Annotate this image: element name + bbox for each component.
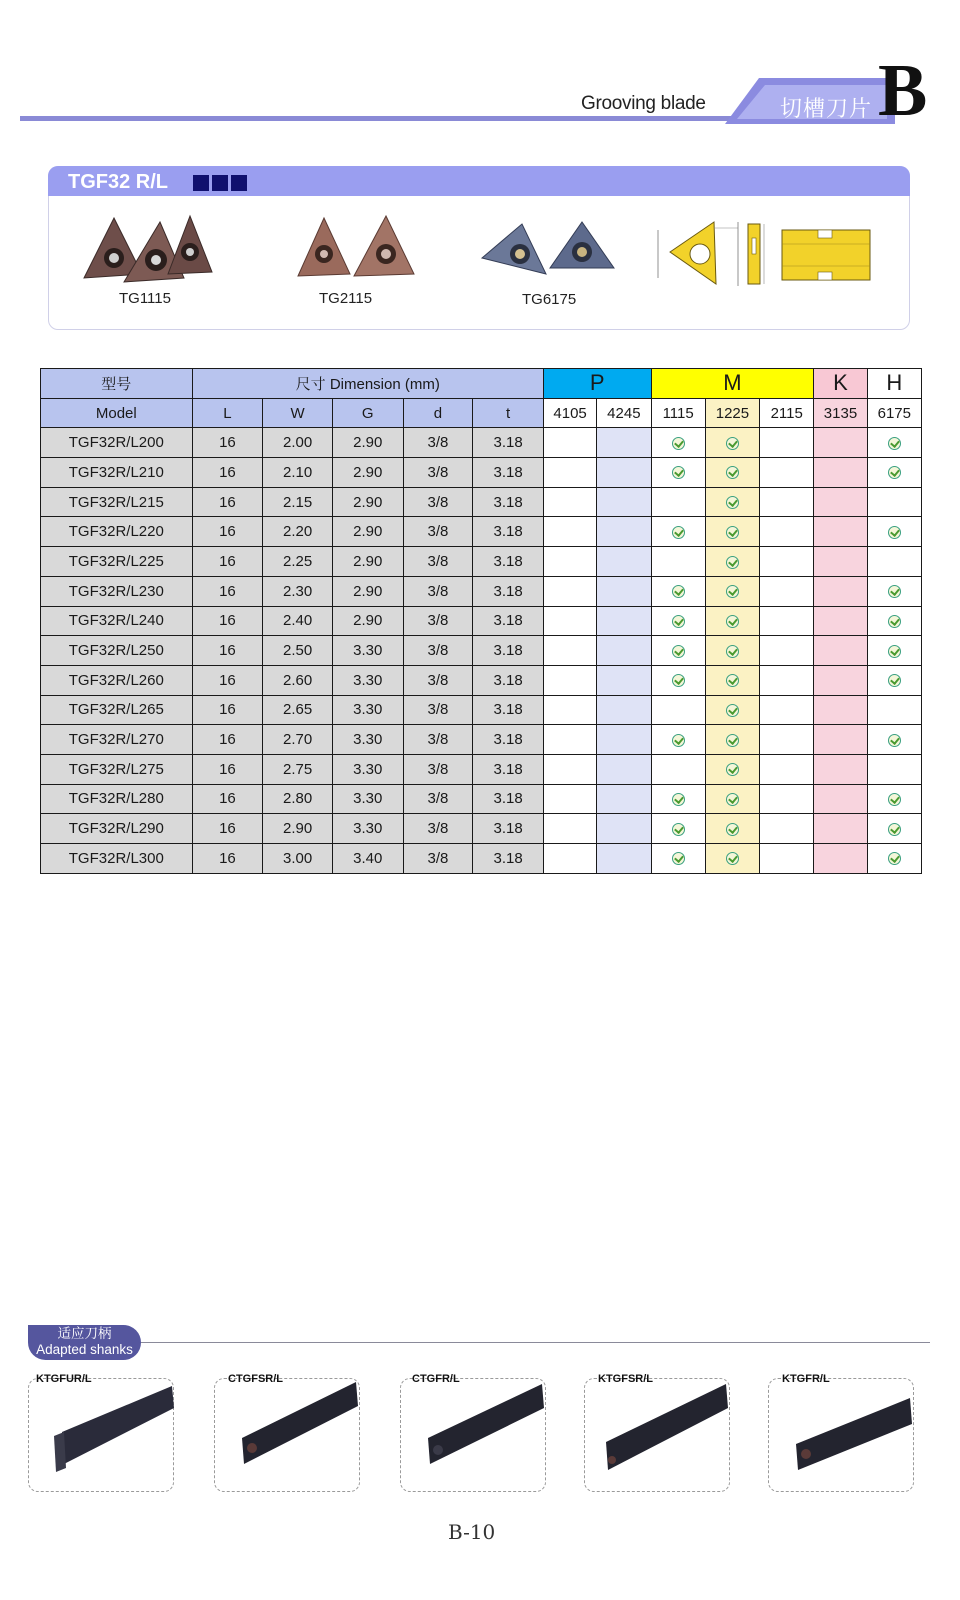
dimension-cell-t: 3.18 bbox=[473, 665, 544, 695]
grade-cell-1115 bbox=[651, 636, 705, 666]
table-row bbox=[41, 606, 922, 636]
section-letter: B bbox=[878, 50, 928, 132]
shank-ctgfsr-image bbox=[232, 1378, 362, 1478]
grade-cell-4105 bbox=[543, 814, 596, 844]
spec-table bbox=[40, 368, 922, 874]
dimension-cell-l: 16 bbox=[192, 576, 263, 606]
grade-cell-1115 bbox=[651, 725, 705, 755]
grade-cell-2115 bbox=[760, 517, 814, 547]
grade-cell-2115 bbox=[760, 695, 814, 725]
spec-table-body bbox=[41, 428, 922, 873]
model-cell: TGF32R/L240 bbox=[41, 606, 193, 636]
grade-cell-6175 bbox=[867, 725, 921, 755]
grade-cell-6175 bbox=[867, 458, 921, 488]
check-icon bbox=[672, 674, 685, 687]
dimension-cell-t: 3.18 bbox=[473, 428, 544, 458]
grade-cell-2115 bbox=[760, 487, 814, 517]
grade-cell-6175 bbox=[867, 844, 921, 874]
insert-tg6175-image bbox=[478, 218, 618, 280]
check-icon bbox=[672, 645, 685, 658]
grade-cell-4105 bbox=[543, 428, 596, 458]
insert-technical-drawing bbox=[652, 208, 874, 294]
shank-label: KTGFSR/L bbox=[598, 1373, 653, 1385]
model-cell: TGF32R/L250 bbox=[41, 636, 193, 666]
dimension-cell-l: 16 bbox=[192, 636, 263, 666]
dimension-cell-w: 2.60 bbox=[263, 665, 333, 695]
table-row bbox=[41, 754, 922, 784]
grade-cell-4105 bbox=[543, 458, 596, 488]
check-icon bbox=[888, 793, 901, 806]
column-header: Model bbox=[41, 398, 193, 428]
check-icon bbox=[726, 645, 739, 658]
model-cell: TGF32R/L200 bbox=[41, 428, 193, 458]
dimension-cell-w: 2.50 bbox=[263, 636, 333, 666]
dimension-cell-d: 3/8 bbox=[403, 695, 473, 725]
grade-cell-1225 bbox=[705, 695, 759, 725]
grade-cell-1225 bbox=[705, 754, 759, 784]
column-header: d bbox=[403, 398, 473, 428]
check-icon bbox=[726, 556, 739, 569]
grade-cell-1225 bbox=[705, 814, 759, 844]
dimension-cell-g: 3.30 bbox=[332, 725, 403, 755]
check-icon bbox=[726, 466, 739, 479]
grade-cell-1225 bbox=[705, 487, 759, 517]
dimension-cell-d: 3/8 bbox=[403, 636, 473, 666]
model-cell: TGF32R/L215 bbox=[41, 487, 193, 517]
dimension-cell-g: 3.30 bbox=[332, 814, 403, 844]
grade-cell-1115 bbox=[651, 458, 705, 488]
dimension-cell-d: 3/8 bbox=[403, 428, 473, 458]
grade-cell-3135 bbox=[814, 487, 867, 517]
dimension-cell-d: 3/8 bbox=[403, 458, 473, 488]
dimension-cell-g: 2.90 bbox=[332, 576, 403, 606]
grade-cell-6175 bbox=[867, 754, 921, 784]
grade-cell-4245 bbox=[597, 458, 651, 488]
dimension-cell-t: 3.18 bbox=[473, 725, 544, 755]
dimension-cell-l: 16 bbox=[192, 814, 263, 844]
grade-cell-4105 bbox=[543, 844, 596, 874]
check-icon bbox=[888, 437, 901, 450]
dimension-cell-l: 16 bbox=[192, 754, 263, 784]
dimension-cell-t: 3.18 bbox=[473, 606, 544, 636]
dimension-cell-d: 3/8 bbox=[403, 844, 473, 874]
grade-cell-2115 bbox=[760, 725, 814, 755]
grade-cell-1115 bbox=[651, 487, 705, 517]
grade-cell-1225 bbox=[705, 725, 759, 755]
column-header: L bbox=[192, 398, 263, 428]
check-icon bbox=[726, 852, 739, 865]
check-icon bbox=[888, 823, 901, 836]
dimension-cell-l: 16 bbox=[192, 784, 263, 814]
dimension-cell-l: 16 bbox=[192, 606, 263, 636]
grade-cell-3135 bbox=[814, 754, 867, 784]
check-icon bbox=[726, 674, 739, 687]
check-icon bbox=[888, 674, 901, 687]
dimension-cell-l: 16 bbox=[192, 458, 263, 488]
dimension-cell-w: 2.25 bbox=[263, 547, 333, 577]
dimension-cell-d: 3/8 bbox=[403, 606, 473, 636]
dimension-cell-l: 16 bbox=[192, 695, 263, 725]
grade-cell-2115 bbox=[760, 754, 814, 784]
model-cn-header: 型号 bbox=[41, 369, 193, 399]
dimension-cell-w: 2.20 bbox=[263, 517, 333, 547]
column-header: 3135 bbox=[814, 398, 867, 428]
grade-cell-4105 bbox=[543, 784, 596, 814]
model-cell: TGF32R/L225 bbox=[41, 547, 193, 577]
check-icon bbox=[726, 704, 739, 717]
column-header: W bbox=[263, 398, 333, 428]
dimension-cell-g: 3.30 bbox=[332, 784, 403, 814]
table-row bbox=[41, 458, 922, 488]
check-icon bbox=[888, 645, 901, 658]
dimension-cell-d: 3/8 bbox=[403, 725, 473, 755]
product-rating-squares bbox=[193, 175, 247, 191]
dimension-cell-l: 16 bbox=[192, 517, 263, 547]
dimension-cell-t: 3.18 bbox=[473, 636, 544, 666]
model-cell: TGF32R/L290 bbox=[41, 814, 193, 844]
grade-cell-6175 bbox=[867, 695, 921, 725]
dimension-cell-w: 3.00 bbox=[263, 844, 333, 874]
grade-group-h: H bbox=[867, 369, 921, 399]
grade-cell-4105 bbox=[543, 636, 596, 666]
grade-cell-4245 bbox=[597, 754, 651, 784]
dimension-cell-w: 2.40 bbox=[263, 606, 333, 636]
dimension-cell-g: 2.90 bbox=[332, 458, 403, 488]
header-title-en: Grooving blade bbox=[581, 93, 706, 114]
shank-section-rule bbox=[140, 1342, 930, 1343]
column-header: G bbox=[332, 398, 403, 428]
grade-cell-4245 bbox=[597, 844, 651, 874]
grade-group-p: P bbox=[543, 369, 651, 399]
model-cell: TGF32R/L230 bbox=[41, 576, 193, 606]
grade-cell-2115 bbox=[760, 636, 814, 666]
grade-cell-2115 bbox=[760, 458, 814, 488]
dimension-cell-t: 3.18 bbox=[473, 784, 544, 814]
grade-cell-4105 bbox=[543, 576, 596, 606]
dimension-cell-w: 2.00 bbox=[263, 428, 333, 458]
model-cell: TGF32R/L220 bbox=[41, 517, 193, 547]
table-row bbox=[41, 725, 922, 755]
model-cell: TGF32R/L210 bbox=[41, 458, 193, 488]
grade-cell-2115 bbox=[760, 784, 814, 814]
grade-cell-1115 bbox=[651, 844, 705, 874]
dimension-cell-g: 2.90 bbox=[332, 606, 403, 636]
dimension-cell-g: 3.30 bbox=[332, 636, 403, 666]
header-rule bbox=[20, 116, 742, 121]
grade-cell-3135 bbox=[814, 844, 867, 874]
check-icon bbox=[726, 734, 739, 747]
page-number: B-10 bbox=[448, 1520, 496, 1544]
grade-cell-3135 bbox=[814, 725, 867, 755]
dimension-cell-g: 3.30 bbox=[332, 695, 403, 725]
grade-cell-1115 bbox=[651, 576, 705, 606]
dimension-cell-w: 2.65 bbox=[263, 695, 333, 725]
shank-ktgfur-image bbox=[48, 1378, 178, 1478]
dimension-cell-d: 3/8 bbox=[403, 784, 473, 814]
table-row bbox=[41, 517, 922, 547]
grade-cell-6175 bbox=[867, 576, 921, 606]
model-cell: TGF32R/L300 bbox=[41, 844, 193, 874]
dimension-cell-g: 3.30 bbox=[332, 665, 403, 695]
insert-tg6175-label: TG6175 bbox=[522, 291, 577, 308]
grade-cell-2115 bbox=[760, 844, 814, 874]
dimension-cell-t: 3.18 bbox=[473, 547, 544, 577]
check-icon bbox=[672, 585, 685, 598]
grade-cell-4245 bbox=[597, 517, 651, 547]
check-icon bbox=[672, 526, 685, 539]
dimension-cell-t: 3.18 bbox=[473, 814, 544, 844]
column-header: 4105 bbox=[543, 398, 596, 428]
grade-cell-2115 bbox=[760, 606, 814, 636]
grade-cell-4245 bbox=[597, 725, 651, 755]
grade-cell-3135 bbox=[814, 784, 867, 814]
grade-cell-1225 bbox=[705, 576, 759, 606]
grade-cell-1115 bbox=[651, 784, 705, 814]
dimension-cell-g: 2.90 bbox=[332, 517, 403, 547]
check-icon bbox=[888, 852, 901, 865]
table-row bbox=[41, 576, 922, 606]
check-icon bbox=[726, 793, 739, 806]
grade-cell-4245 bbox=[597, 636, 651, 666]
check-icon bbox=[888, 585, 901, 598]
grade-cell-1225 bbox=[705, 547, 759, 577]
check-icon bbox=[726, 526, 739, 539]
check-icon bbox=[726, 496, 739, 509]
table-head-row-1 bbox=[41, 369, 922, 399]
shank-label: CTGFSR/L bbox=[228, 1373, 283, 1385]
dimension-cell-l: 16 bbox=[192, 725, 263, 755]
dimension-cell-t: 3.18 bbox=[473, 517, 544, 547]
grade-cell-4105 bbox=[543, 665, 596, 695]
grade-cell-6175 bbox=[867, 487, 921, 517]
dimension-cell-d: 3/8 bbox=[403, 665, 473, 695]
table-row bbox=[41, 695, 922, 725]
shank-ctgfr-image bbox=[418, 1378, 548, 1478]
grade-cell-3135 bbox=[814, 458, 867, 488]
dimension-cell-t: 3.18 bbox=[473, 695, 544, 725]
grade-cell-2115 bbox=[760, 576, 814, 606]
grade-cell-6175 bbox=[867, 814, 921, 844]
model-cell: TGF32R/L260 bbox=[41, 665, 193, 695]
dimension-cell-l: 16 bbox=[192, 547, 263, 577]
table-row bbox=[41, 665, 922, 695]
column-header: 6175 bbox=[867, 398, 921, 428]
dimension-cell-d: 3/8 bbox=[403, 814, 473, 844]
dimension-cell-l: 16 bbox=[192, 428, 263, 458]
table-row bbox=[41, 547, 922, 577]
grade-cell-3135 bbox=[814, 606, 867, 636]
dimension-cell-w: 2.80 bbox=[263, 784, 333, 814]
grade-cell-1115 bbox=[651, 517, 705, 547]
table-row bbox=[41, 636, 922, 666]
grade-cell-1115 bbox=[651, 754, 705, 784]
grade-cell-4105 bbox=[543, 606, 596, 636]
check-icon bbox=[726, 763, 739, 776]
grade-cell-4105 bbox=[543, 754, 596, 784]
grade-cell-4245 bbox=[597, 695, 651, 725]
check-icon bbox=[672, 793, 685, 806]
dimension-cell-t: 3.18 bbox=[473, 458, 544, 488]
header-title-cn: 切槽刀片 bbox=[780, 97, 873, 122]
table-row bbox=[41, 844, 922, 874]
check-icon bbox=[888, 466, 901, 479]
grade-cell-4245 bbox=[597, 487, 651, 517]
model-cell: TGF32R/L270 bbox=[41, 725, 193, 755]
grade-cell-6175 bbox=[867, 547, 921, 577]
dimension-cell-w: 2.70 bbox=[263, 725, 333, 755]
dimension-header: 尺寸 Dimension (mm) bbox=[192, 369, 543, 399]
grade-cell-4245 bbox=[597, 576, 651, 606]
shank-label: CTGFR/L bbox=[412, 1373, 460, 1385]
column-header: 2115 bbox=[760, 398, 814, 428]
dimension-cell-t: 3.18 bbox=[473, 576, 544, 606]
grade-cell-1225 bbox=[705, 428, 759, 458]
insert-tg2115-image bbox=[294, 214, 418, 282]
column-header: 1115 bbox=[651, 398, 705, 428]
check-icon bbox=[672, 734, 685, 747]
shank-ktgfsr-image bbox=[598, 1378, 732, 1478]
grade-cell-6175 bbox=[867, 606, 921, 636]
column-header: 4245 bbox=[597, 398, 651, 428]
table-row bbox=[41, 814, 922, 844]
grade-cell-4105 bbox=[543, 547, 596, 577]
grade-cell-4245 bbox=[597, 547, 651, 577]
grade-cell-1115 bbox=[651, 547, 705, 577]
dimension-cell-g: 2.90 bbox=[332, 487, 403, 517]
table-row bbox=[41, 487, 922, 517]
dimension-cell-d: 3/8 bbox=[403, 517, 473, 547]
grade-cell-6175 bbox=[867, 784, 921, 814]
grade-cell-1225 bbox=[705, 636, 759, 666]
model-cell: TGF32R/L280 bbox=[41, 784, 193, 814]
column-header: 1225 bbox=[705, 398, 759, 428]
grade-cell-1115 bbox=[651, 606, 705, 636]
dimension-cell-l: 16 bbox=[192, 487, 263, 517]
grade-group-k: K bbox=[814, 369, 867, 399]
column-header: t bbox=[473, 398, 544, 428]
grade-cell-4245 bbox=[597, 428, 651, 458]
dimension-cell-w: 2.90 bbox=[263, 814, 333, 844]
grade-cell-3135 bbox=[814, 665, 867, 695]
dimension-cell-g: 3.30 bbox=[332, 754, 403, 784]
grade-cell-2115 bbox=[760, 814, 814, 844]
dimension-cell-d: 3/8 bbox=[403, 754, 473, 784]
grade-cell-3135 bbox=[814, 428, 867, 458]
grade-cell-2115 bbox=[760, 665, 814, 695]
grade-cell-4105 bbox=[543, 517, 596, 547]
grade-cell-1115 bbox=[651, 665, 705, 695]
insert-tg1115-label: TG1115 bbox=[119, 290, 171, 307]
table-row bbox=[41, 784, 922, 814]
grade-cell-3135 bbox=[814, 547, 867, 577]
grade-cell-3135 bbox=[814, 576, 867, 606]
grade-cell-3135 bbox=[814, 517, 867, 547]
grade-cell-1115 bbox=[651, 814, 705, 844]
model-cell: TGF32R/L265 bbox=[41, 695, 193, 725]
grade-cell-4105 bbox=[543, 725, 596, 755]
grade-cell-6175 bbox=[867, 428, 921, 458]
grade-cell-1115 bbox=[651, 428, 705, 458]
grade-cell-2115 bbox=[760, 547, 814, 577]
shank-ktgfr-image bbox=[786, 1378, 916, 1478]
insert-tg2115-label: TG2115 bbox=[319, 290, 373, 307]
table-row bbox=[41, 428, 922, 458]
dimension-cell-t: 3.18 bbox=[473, 844, 544, 874]
check-icon bbox=[888, 526, 901, 539]
check-icon bbox=[888, 734, 901, 747]
check-icon bbox=[726, 823, 739, 836]
grade-cell-4245 bbox=[597, 606, 651, 636]
table-head-row-2 bbox=[41, 398, 922, 428]
grade-cell-4245 bbox=[597, 665, 651, 695]
check-icon bbox=[726, 615, 739, 628]
adapted-shanks-label-en: Adapted shanks bbox=[36, 1342, 133, 1357]
check-icon bbox=[672, 615, 685, 628]
grade-cell-4105 bbox=[543, 487, 596, 517]
grade-cell-3135 bbox=[814, 636, 867, 666]
check-icon bbox=[726, 585, 739, 598]
shank-label: KTGFUR/L bbox=[36, 1373, 92, 1385]
dimension-cell-w: 2.10 bbox=[263, 458, 333, 488]
model-cell: TGF32R/L275 bbox=[41, 754, 193, 784]
dimension-cell-g: 2.90 bbox=[332, 547, 403, 577]
check-icon bbox=[726, 437, 739, 450]
adapted-shanks-badge bbox=[28, 1325, 141, 1360]
dimension-cell-g: 3.40 bbox=[332, 844, 403, 874]
dimension-cell-t: 3.18 bbox=[473, 487, 544, 517]
dimension-cell-l: 16 bbox=[192, 844, 263, 874]
grade-cell-1225 bbox=[705, 458, 759, 488]
dimension-cell-w: 2.75 bbox=[263, 754, 333, 784]
check-icon bbox=[888, 615, 901, 628]
grade-cell-6175 bbox=[867, 636, 921, 666]
grade-cell-1225 bbox=[705, 844, 759, 874]
grade-cell-6175 bbox=[867, 517, 921, 547]
dimension-cell-g: 2.90 bbox=[332, 428, 403, 458]
grade-cell-1225 bbox=[705, 784, 759, 814]
grade-cell-4245 bbox=[597, 784, 651, 814]
dimension-cell-w: 2.15 bbox=[263, 487, 333, 517]
insert-tg1115-image bbox=[80, 212, 216, 286]
grade-cell-4245 bbox=[597, 814, 651, 844]
grade-group-m: M bbox=[651, 369, 814, 399]
grade-cell-1115 bbox=[651, 695, 705, 725]
dimension-cell-l: 16 bbox=[192, 665, 263, 695]
grade-cell-1225 bbox=[705, 606, 759, 636]
grade-cell-3135 bbox=[814, 695, 867, 725]
dimension-cell-w: 2.30 bbox=[263, 576, 333, 606]
dimension-cell-t: 3.18 bbox=[473, 754, 544, 784]
check-icon bbox=[672, 852, 685, 865]
grade-cell-6175 bbox=[867, 665, 921, 695]
grade-cell-4105 bbox=[543, 695, 596, 725]
shank-label: KTGFR/L bbox=[782, 1373, 830, 1385]
grade-cell-3135 bbox=[814, 814, 867, 844]
product-title: TGF32 R/L bbox=[68, 171, 169, 193]
grade-cell-1225 bbox=[705, 665, 759, 695]
adapted-shanks-label-cn: 适应刀柄 bbox=[57, 1326, 112, 1341]
check-icon bbox=[672, 823, 685, 836]
dimension-cell-d: 3/8 bbox=[403, 547, 473, 577]
dimension-cell-d: 3/8 bbox=[403, 576, 473, 606]
grade-cell-2115 bbox=[760, 428, 814, 458]
dimension-cell-d: 3/8 bbox=[403, 487, 473, 517]
product-title-bar bbox=[48, 166, 910, 196]
check-icon bbox=[672, 466, 685, 479]
grade-cell-1225 bbox=[705, 517, 759, 547]
check-icon bbox=[672, 437, 685, 450]
